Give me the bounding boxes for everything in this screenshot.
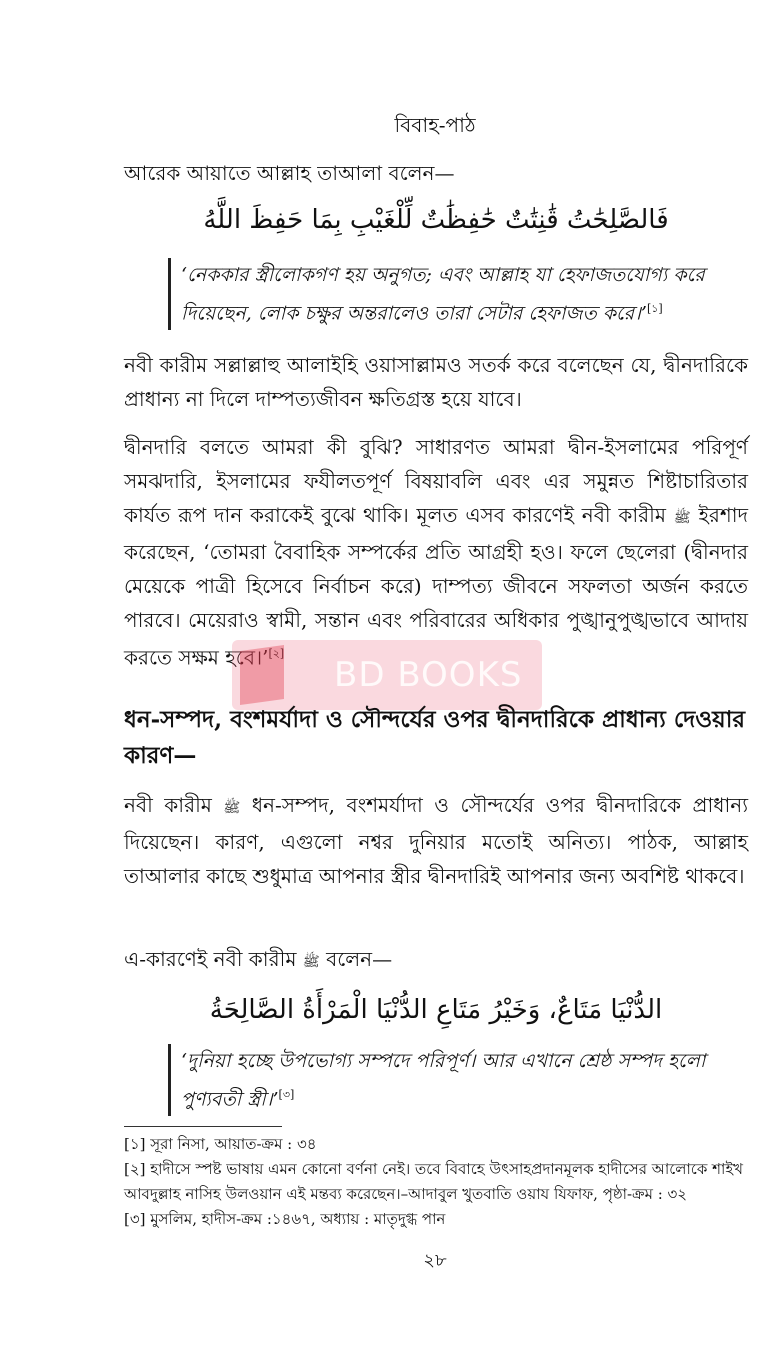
paragraph-4 — [124, 942, 748, 979]
paragraph-2-part-a: দ্বীনদারি বলতে আমরা কী বুঝি? সাধারণত আমরা দ্বীন-ইসলামের পরিপূর্ণ সমঝদারি, ইসলামের ফযীলতপূর্ণ বিষয়াবলি এবং এর সমুন্নত শিষ্টাচারিতার কার্যত রূপ দান করাকেই বুঝে থাকি। মূলত এসব কারণেই নবী কারীম — [124, 435, 748, 527]
salla-symbol: ﷺ — [673, 510, 691, 526]
intro-line: আরেক আয়াতে আল্লাহ তাআলা বলেন— — [124, 161, 455, 185]
salla-symbol: ﷺ — [302, 954, 320, 970]
paragraph-4-part-a: এ-কারণেই নবী কারীম — [124, 947, 297, 971]
arabic-hadith-2: الدُّنْيَا مَتَاعٌ، وَخَيْرُ مَتَاعِ الدُّنْيَا الْمَرْأَةُ الصَّالِحَةُ — [209, 995, 663, 1025]
salla-symbol: ﷺ — [223, 800, 241, 816]
watermark-text: BD BOOKS — [334, 655, 523, 695]
quote-1 — [168, 258, 759, 330]
paragraph-2 — [124, 430, 748, 675]
footnote-divider — [124, 1126, 282, 1127]
paragraph-3-part-a: নবী কারীম — [124, 793, 212, 817]
paragraph-3-part-b: ধন-সম্পদ, বংশমর্যাদা ও সৌন্দর্যের ওপর দ্বীনদারিকে প্রাধান্য দিয়েছেন। কারণ, এগুলো নশ্বর দুনিয়ার মতোই অনিত্য। পাঠক, আল্লাহ তাআলার কাছে শুধুমাত্র আপনার স্ত্রীর দ্বীনদারিই আপনার জন্য অবশিষ্ট থাকবে। — [124, 793, 748, 888]
footnotes — [124, 1132, 750, 1232]
quote-2-text: ‘দুনিয়া হচ্ছে উপভোগ্য সম্পদে পরিপূর্ণ। আর এখানে শ্রেষ্ঠ সম্পদ হলো পুণ্যবতী স্ত্রী।’ — [181, 1050, 706, 1111]
quote-1-text: ‘নেককার স্ত্রীলোকগণ হয় অনুগত; এবং আল্লাহ যা হেফাজতযোগ্য করে দিয়েছেন, লোক চক্ষুর অন্তরালেও তারা সেটার হেফাজত করে।’ — [181, 264, 705, 325]
arabic-verse-1: فَالصَّلِحَٰتُ قَٰنِتَٰتٌ حَٰفِظَٰتٌ لِّلْغَيْبِ بِمَا حَفِظَ اللَّهُ — [203, 205, 669, 235]
footnote-3: [৩] মুসলিম, হাদীস-ক্রম :১৪৬৭, অধ্যায় : মাতৃদুগ্ধ পান — [124, 1210, 446, 1228]
paragraph-2-ref: [২] — [268, 647, 285, 660]
watermark-logo-icon — [240, 645, 284, 705]
paragraph-2-part-b: ইরশাদ করেছেন, ‘তোমরা বৈবাহিক সম্পর্কের প্রতি আগ্রহী হও। ফলে ছেলেরা (দ্বীনদার মেয়েকে পাত্রী হিসেবে নির্বাচন করে) দাম্পত্য জীবনে সফলতা অর্জন করতে পারবে। মেয়েরাও স্বামী, সন্তান এবং পরিবারের অধিকার পুঙ্খানুপুঙ্খভাবে আদায় করতে সক্ষম হবে।’ — [124, 503, 748, 670]
watermark — [232, 640, 542, 710]
paragraph-1: নবী কারীম সল্লাল্লাহু আলাইহি ওয়াসাল্লামও সতর্ক করে বলেছেন যে, দ্বীনদারিকে প্রাধান্য না দিলে দাম্পত্যজীবন ক্ষতিগ্রস্ত হয়ে যাবে। — [124, 353, 748, 411]
paragraph-3 — [124, 788, 748, 893]
paragraph-4-part-b: বলেন— — [326, 947, 393, 971]
section-heading: ধন-সম্পদ, বংশমর্যাদা ও সৌন্দর্যের ওপর দ্বীনদারিকে প্রাধান্য দেওয়ার কারণ— — [124, 706, 746, 769]
footnote-1: [১] সূরা নিসা, আয়াত-ক্রম : ৩৪ — [124, 1135, 317, 1153]
footnote-2: [২] হাদীসে স্পষ্ট ভাষায় এমন কোনো বর্ণনা নেই। তবে বিবাহে উৎসাহপ্রদানমূলক হাদীসের আলোকে শাইখ আবদুল্লাহ নাসিহ উলওয়ান এই মন্তব্য করেছেন।–আদাবুল খুতবাতি ওয়ায যিফাফ, পৃষ্ঠা-ক্রম : ৩২ — [124, 1160, 743, 1203]
quote-1-ref: [১] — [646, 302, 663, 315]
page-number: ২৮ — [423, 1250, 447, 1271]
quote-2-ref: [৩] — [278, 1088, 295, 1101]
running-head: বিবাহ-পাঠ — [394, 113, 476, 137]
quote-2 — [168, 1044, 759, 1116]
